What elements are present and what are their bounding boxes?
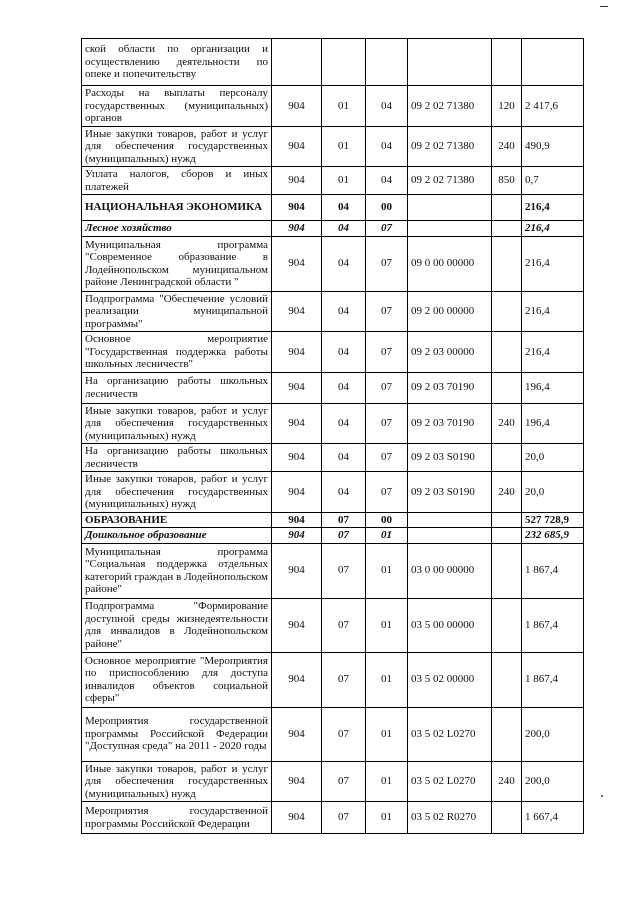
amount-cell: 490,9 [522, 126, 584, 167]
subsection-code-cell: 07 [366, 332, 408, 373]
section-code-cell: 07 [322, 707, 366, 761]
amount-cell: 1 867,4 [522, 652, 584, 707]
dept-code-cell: 904 [272, 195, 322, 221]
row-name-cell: Подпрограмма "Формирование доступной среды жизнедеятельности для инвалидов в Лодейнопольском районе" [82, 598, 272, 652]
row-name-cell: Уплата налогов, сборов и иных платежей [82, 167, 272, 195]
table-row [82, 528, 584, 544]
target-article-cell: 09 2 02 71380 [408, 167, 492, 195]
section-code-cell: 01 [322, 167, 366, 195]
table-body [82, 39, 584, 834]
amount-cell: 232 685,9 [522, 528, 584, 544]
expense-type-cell: 240 [492, 472, 522, 513]
expense-type-cell [492, 543, 522, 598]
dept-code-cell: 904 [272, 512, 322, 528]
target-article-cell [408, 512, 492, 528]
section-code-cell: 04 [322, 291, 366, 332]
expense-type-cell [492, 39, 522, 86]
row-name-cell: Подпрограмма "Обеспечение условий реализации муниципальной программы" [82, 291, 272, 332]
subsection-code-cell: 01 [366, 652, 408, 707]
row-name-cell: Иные закупки товаров, работ и услуг для обеспечения государственных (муниципальных) нужд [82, 126, 272, 167]
section-code-cell: 04 [322, 332, 366, 373]
table-row [82, 543, 584, 598]
expense-type-cell [492, 528, 522, 544]
section-code-cell: 01 [322, 86, 366, 127]
dept-code-cell: 904 [272, 221, 322, 237]
target-article-cell [408, 39, 492, 86]
target-article-cell: 03 5 02 00000 [408, 652, 492, 707]
dept-code-cell: 904 [272, 472, 322, 513]
target-article-cell: 03 5 02 R0270 [408, 802, 492, 834]
table-row [82, 707, 584, 761]
row-name-cell: НАЦИОНАЛЬНАЯ ЭКОНОМИКА [82, 195, 272, 221]
amount-cell: 216,4 [522, 291, 584, 332]
row-name-cell: Расходы на выплаты персоналу государственных (муниципальных) органов [82, 86, 272, 127]
target-article-cell: 09 2 02 71380 [408, 86, 492, 127]
section-code-cell: 07 [322, 598, 366, 652]
amount-cell [522, 39, 584, 86]
target-article-cell: 09 2 03 70190 [408, 372, 492, 403]
table-row [82, 221, 584, 237]
amount-cell: 0,7 [522, 167, 584, 195]
target-article-cell: 09 2 00 00000 [408, 291, 492, 332]
amount-cell: 200,0 [522, 761, 584, 802]
target-article-cell: 03 5 02 L0270 [408, 707, 492, 761]
table-row [82, 372, 584, 403]
row-name-cell: Иные закупки товаров, работ и услуг для обеспечения государственных (муниципальных) нужд [82, 761, 272, 802]
target-article-cell: 09 2 03 70190 [408, 403, 492, 444]
subsection-code-cell: 07 [366, 221, 408, 237]
table-row [82, 236, 584, 291]
table-row [82, 167, 584, 195]
amount-cell: 216,4 [522, 236, 584, 291]
target-article-cell: 09 2 03 S0190 [408, 444, 492, 472]
row-name-cell: ской области по организации и осуществлению деятельности по опеке и попечительству [82, 39, 272, 86]
expense-type-cell [492, 512, 522, 528]
subsection-code-cell: 00 [366, 512, 408, 528]
subsection-code-cell: 07 [366, 472, 408, 513]
subsection-code-cell: 01 [366, 802, 408, 834]
row-name-cell: Иные закупки товаров, работ и услуг для обеспечения государственных (муниципальных) нужд [82, 403, 272, 444]
expense-type-cell [492, 707, 522, 761]
target-article-cell [408, 195, 492, 221]
section-code-cell: 07 [322, 761, 366, 802]
target-article-cell: 03 0 00 00000 [408, 543, 492, 598]
section-code-cell: 04 [322, 195, 366, 221]
section-code-cell: 01 [322, 126, 366, 167]
row-name-cell: На организацию работы школьных лесничеств [82, 372, 272, 403]
expense-type-cell [492, 444, 522, 472]
section-code-cell [322, 39, 366, 86]
expense-type-cell [492, 236, 522, 291]
amount-cell: 2 417,6 [522, 86, 584, 127]
row-name-cell: Основное мероприятие "Государственная поддержка работы школьных лесничеств" [82, 332, 272, 373]
target-article-cell: 09 2 03 S0190 [408, 472, 492, 513]
expense-type-cell: 240 [492, 403, 522, 444]
budget-table [81, 38, 584, 834]
table-row [82, 39, 584, 86]
target-article-cell: 09 2 02 71380 [408, 126, 492, 167]
target-article-cell: 03 5 00 00000 [408, 598, 492, 652]
expense-type-cell [492, 802, 522, 834]
amount-cell: 20,0 [522, 472, 584, 513]
dept-code-cell: 904 [272, 652, 322, 707]
row-name-cell: Лесное хозяйство [82, 221, 272, 237]
table-row [82, 598, 584, 652]
row-name-cell: ОБРАЗОВАНИЕ [82, 512, 272, 528]
target-article-cell: 09 0 00 00000 [408, 236, 492, 291]
subsection-code-cell: 07 [366, 236, 408, 291]
table-row [82, 652, 584, 707]
dept-code-cell: 904 [272, 372, 322, 403]
subsection-code-cell [366, 39, 408, 86]
row-name-cell: Дошкольное образование [82, 528, 272, 544]
table-row [82, 291, 584, 332]
subsection-code-cell: 07 [366, 403, 408, 444]
dept-code-cell: 904 [272, 291, 322, 332]
dept-code-cell: 904 [272, 528, 322, 544]
subsection-code-cell: 04 [366, 167, 408, 195]
table-row [82, 86, 584, 127]
subsection-code-cell: 01 [366, 598, 408, 652]
table-row [82, 512, 584, 528]
dept-code-cell: 904 [272, 86, 322, 127]
table-row [82, 332, 584, 373]
target-article-cell [408, 221, 492, 237]
section-code-cell: 04 [322, 444, 366, 472]
expense-type-cell [492, 652, 522, 707]
subsection-code-cell: 01 [366, 528, 408, 544]
target-article-cell: 03 5 02 L0270 [408, 761, 492, 802]
row-name-cell: Основное мероприятие "Мероприятия по приспособлению для доступа инвалидов объектов социальной сферы" [82, 652, 272, 707]
section-code-cell: 04 [322, 221, 366, 237]
row-name-cell: Муниципальная программа "Социальная поддержка отдельных категорий граждан в Лодейнопольском районе" [82, 543, 272, 598]
expense-type-cell [492, 291, 522, 332]
expense-type-cell: 120 [492, 86, 522, 127]
section-code-cell: 04 [322, 372, 366, 403]
amount-cell: 200,0 [522, 707, 584, 761]
section-code-cell: 07 [322, 652, 366, 707]
subsection-code-cell: 01 [366, 543, 408, 598]
row-name-cell: Мероприятия государственной программы Российской Федерации [82, 802, 272, 834]
page-corner-mark [600, 6, 608, 7]
amount-cell: 196,4 [522, 372, 584, 403]
row-name-cell: На организацию работы школьных лесничеств [82, 444, 272, 472]
amount-cell: 216,4 [522, 195, 584, 221]
section-code-cell: 04 [322, 403, 366, 444]
section-code-cell: 07 [322, 802, 366, 834]
table-row [82, 444, 584, 472]
amount-cell: 527 728,9 [522, 512, 584, 528]
row-name-cell: Мероприятия государственной программы Российской Федерации "Доступная среда" на 2011 - 2020 годы [82, 707, 272, 761]
amount-cell: 20,0 [522, 444, 584, 472]
amount-cell: 216,4 [522, 332, 584, 373]
expense-type-cell [492, 195, 522, 221]
amount-cell: 216,4 [522, 221, 584, 237]
subsection-code-cell: 07 [366, 444, 408, 472]
row-name-cell: Муниципальная программа "Современное образование в Лодейнопольском муниципальном районе Ленинградской области " [82, 236, 272, 291]
dept-code-cell [272, 39, 322, 86]
amount-cell: 1 867,4 [522, 598, 584, 652]
amount-cell: 1 667,4 [522, 802, 584, 834]
expense-type-cell [492, 598, 522, 652]
expense-type-cell: 240 [492, 761, 522, 802]
target-article-cell [408, 528, 492, 544]
dept-code-cell: 904 [272, 543, 322, 598]
expense-type-cell [492, 372, 522, 403]
section-code-cell: 07 [322, 512, 366, 528]
target-article-cell: 09 2 03 00000 [408, 332, 492, 373]
dept-code-cell: 904 [272, 802, 322, 834]
subsection-code-cell: 07 [366, 291, 408, 332]
expense-type-cell: 850 [492, 167, 522, 195]
expense-type-cell [492, 221, 522, 237]
dept-code-cell: 904 [272, 598, 322, 652]
table-row [82, 761, 584, 802]
expense-type-cell [492, 332, 522, 373]
subsection-code-cell: 07 [366, 372, 408, 403]
section-code-cell: 04 [322, 236, 366, 291]
amount-cell: 1 867,4 [522, 543, 584, 598]
dept-code-cell: 904 [272, 444, 322, 472]
dept-code-cell: 904 [272, 707, 322, 761]
dept-code-cell: 904 [272, 403, 322, 444]
dept-code-cell: 904 [272, 167, 322, 195]
expense-type-cell: 240 [492, 126, 522, 167]
table-row [82, 195, 584, 221]
table-row [82, 126, 584, 167]
subsection-code-cell: 04 [366, 86, 408, 127]
table-row [82, 802, 584, 834]
amount-cell: 196,4 [522, 403, 584, 444]
subsection-code-cell: 04 [366, 126, 408, 167]
subsection-code-cell: 00 [366, 195, 408, 221]
section-code-cell: 07 [322, 528, 366, 544]
table-row [82, 472, 584, 513]
section-code-cell: 07 [322, 543, 366, 598]
section-code-cell: 04 [322, 472, 366, 513]
dept-code-cell: 904 [272, 761, 322, 802]
subsection-code-cell: 01 [366, 761, 408, 802]
scan-speck [601, 795, 603, 797]
row-name-cell: Иные закупки товаров, работ и услуг для обеспечения государственных (муниципальных) нужд [82, 472, 272, 513]
dept-code-cell: 904 [272, 332, 322, 373]
subsection-code-cell: 01 [366, 707, 408, 761]
table-row [82, 403, 584, 444]
dept-code-cell: 904 [272, 126, 322, 167]
dept-code-cell: 904 [272, 236, 322, 291]
